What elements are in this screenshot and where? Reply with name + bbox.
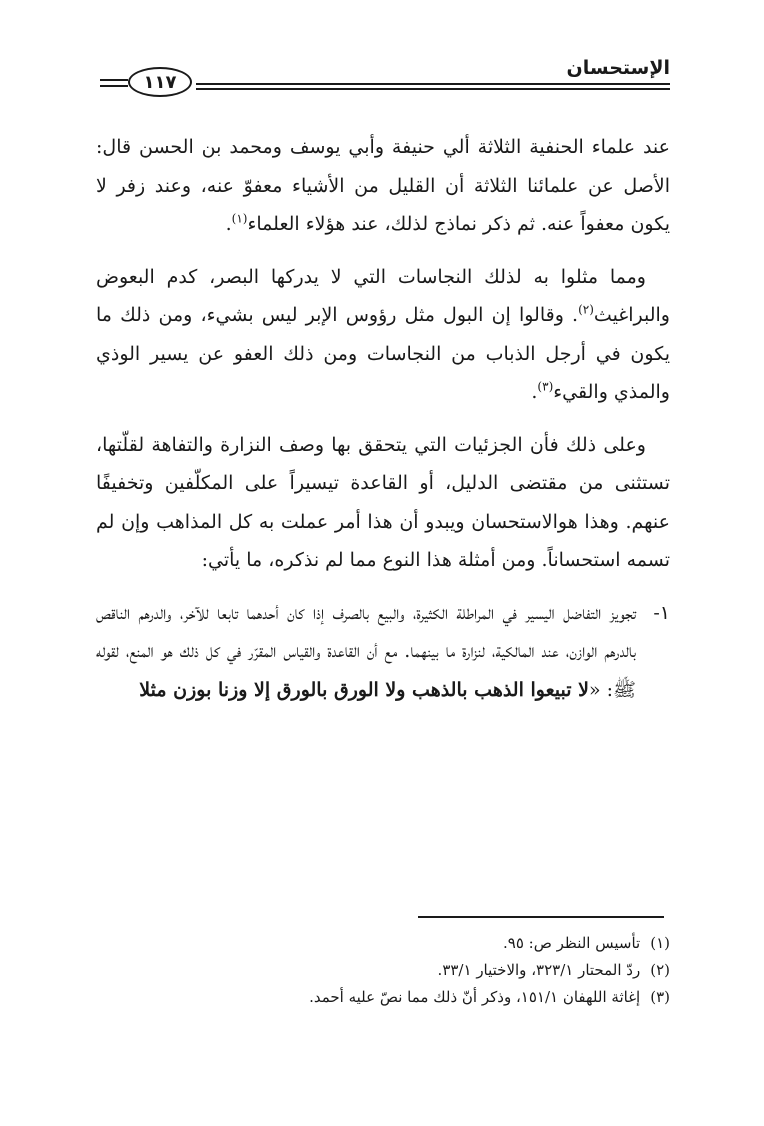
footnote-number: (٣): [650, 988, 670, 1006]
paragraph-1: [96, 128, 670, 244]
paragraph-2-text-b: . وقالوا إن البول مثل رؤوس الإبر ليس بشيء، ومن ذلك ما يكون في أرجل الذباب من النجاسات ومن ذلك العفو عن يسير الوذي والمذي والقيء: [96, 304, 670, 403]
footnote-ref-1: (١): [231, 211, 248, 226]
footnote-3: [200, 984, 670, 1011]
page-number: ١١٧: [128, 67, 192, 97]
examples-list: [96, 594, 670, 710]
header-rule-left-bottom: [100, 85, 128, 87]
footnote-text: تأسيس النظر ص: ٩٥.: [503, 934, 641, 952]
page-header: [100, 55, 670, 105]
list-item-text: تجويز التفاضل اليسير في المراطلة الكثيرة، والبيع بالصرف إذا كان أحدهما تابعا للآخر، والدرهم الناقص بالدرهم الوازن، عند المالكية، لنزارة ما بينهما. مع أن القاعدة والقياس المقرّر في كل ذلك هو المنع، لقوله ﷺ: «: [96, 601, 636, 701]
footnote-number: (١): [650, 934, 670, 952]
header-rule-left-top: [100, 79, 128, 81]
paragraph-1-end: .: [225, 213, 232, 235]
footnote-ref-3: (٣): [537, 379, 554, 394]
footnote-1: [200, 930, 670, 957]
footnote-number: (٢): [650, 961, 670, 979]
list-item: [96, 594, 670, 710]
footnote-text: إغاثة اللهفان ١٥١/١، وذكر أنّ ذلك مما نصّ عليه أحمد.: [309, 988, 641, 1006]
list-item-number: ١-: [653, 601, 670, 624]
header-rule-top: [196, 83, 670, 85]
running-title: الإستحسان: [566, 57, 670, 79]
header-rule-bottom: [196, 88, 670, 90]
paragraph-2-end: .: [531, 381, 538, 403]
paragraph-3: وعلى ذلك فأن الجزئيات التي يتحقق بها وصف النزارة والتفاهة لقلّتها، تستثنى من مقتضى الدليل، أو القاعدة تيسيراً على المكلّفين وتخفيفًا عنهم. وهذا هوالاستحسان ويبدو أن هذا أمر عملت به كل المذاهب وإن لم تسمه استحساناً. ومن أمثلة هذا النوع مما لم نذكره، ما يأتي:: [96, 433, 670, 571]
footnotes: [200, 930, 670, 1011]
footnote-ref-2: (٢): [578, 302, 594, 317]
paragraph-1-text: عند علماء الحنفية الثلاثة ألي حنيفة وأبي يوسف ومحمد بن الحسن قال: الأصل عن علمائنا الثلاثة أن القليل من الأشياء معفوّ عنه، وعند زفر لا يكون معفواً عنه. ثم ذكر نماذج لذلك، عند هؤلاء العلماء: [96, 136, 670, 235]
footnote-2: [200, 957, 670, 984]
footnote-separator: [418, 916, 664, 918]
main-text: [96, 128, 670, 709]
footnote-text: ردّ المحتار ٣٢٣/١، والاختيار ٣٣/١.: [437, 961, 641, 979]
hadith-quote: لا تبيعوا الذهب بالذهب ولا الورق بالورق إلا وزنا بوزن مثلا: [139, 678, 589, 701]
paragraph-2-text-a: ومما مثلوا به لذلك النجاسات التي لا يدركها البصر، كدم البعوض والبراغيث: [96, 265, 670, 326]
paragraph-2: [96, 258, 670, 412]
